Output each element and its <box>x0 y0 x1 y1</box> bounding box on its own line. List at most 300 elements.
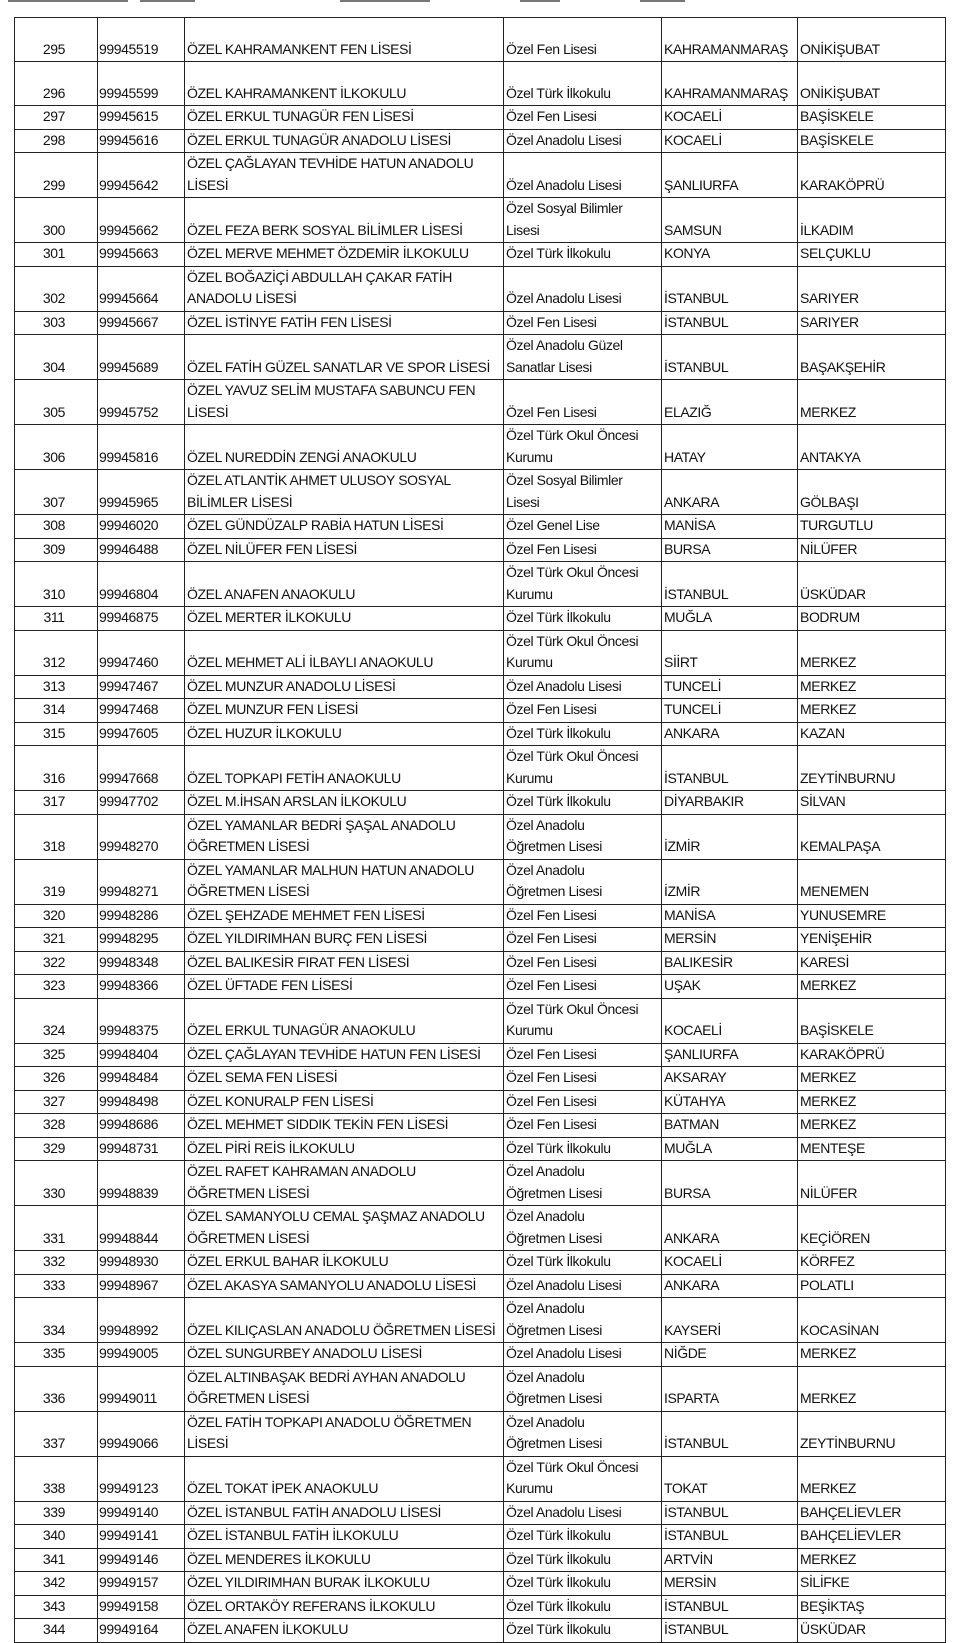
institution-code: 99945752 <box>99 403 159 420</box>
row-number: 332 <box>42 1253 66 1269</box>
row-number-cell <box>15 1137 98 1161</box>
district-cell <box>798 607 946 631</box>
school-name: ÖZEL SEMA FEN LİSESİ <box>187 1069 338 1085</box>
row-number: 310 <box>42 585 66 602</box>
row-number: 299 <box>42 176 66 193</box>
province: DİYARBAKIR <box>664 793 744 809</box>
province-cell <box>662 243 798 267</box>
province: BALIKESİR <box>664 953 733 970</box>
district: TURGUTLU <box>800 517 874 533</box>
school-name: ÖZEL ÇAĞLAYAN TEVHİDE HATUN ANADOLU LİSESİ <box>187 155 474 193</box>
district: BAŞİSKELE <box>800 108 874 124</box>
institution-code-cell <box>98 791 185 815</box>
province: MANİSA <box>664 906 716 923</box>
province-cell <box>662 1525 798 1549</box>
school-name-cell <box>185 538 504 562</box>
school-type: Özel Türk Okul Öncesi Kurumu <box>506 427 639 465</box>
province-cell <box>662 1298 798 1343</box>
province: İSTANBUL <box>664 358 729 375</box>
school-name: ÖZEL ERKUL TUNAGÜR ANAOKULU <box>187 1022 416 1038</box>
province-cell <box>662 425 798 470</box>
school-name: ÖZEL FATİH GÜZEL SANATLAR VE SPOR LİSESİ <box>187 358 490 375</box>
institution-code: 99949141 <box>99 1527 159 1543</box>
institution-code-cell <box>98 951 185 975</box>
row-number-cell <box>15 1298 98 1343</box>
province: KAHRAMANMARAŞ <box>664 40 788 57</box>
school-type: Özel Anadolu Öğretmen Lisesi <box>506 1208 602 1246</box>
row-number-cell <box>15 1619 98 1643</box>
district-cell <box>798 470 946 515</box>
school-type: Özel Fen Lisesi <box>506 313 597 330</box>
province-cell <box>662 62 798 106</box>
table-row <box>15 699 946 723</box>
school-type-cell <box>504 1619 662 1643</box>
row-number-cell <box>15 975 98 999</box>
row-number: 296 <box>42 84 66 101</box>
row-number: 305 <box>42 403 66 420</box>
school-type: Özel Türk İlkokulu <box>506 1550 611 1567</box>
school-name-cell <box>185 243 504 267</box>
province-cell <box>662 1411 798 1456</box>
district-cell <box>798 928 946 952</box>
table-row <box>15 1161 946 1206</box>
school-name: ÖZEL İSTİNYE FATİH FEN LİSESİ <box>187 313 392 330</box>
school-name: ÖZEL KAHRAMANKENT İLKOKULU <box>187 84 407 101</box>
institution-code-cell <box>98 1114 185 1138</box>
table-row <box>15 951 946 975</box>
school-type-cell <box>504 675 662 699</box>
institution-code: 99949123 <box>99 1480 159 1496</box>
institution-code-cell <box>98 1595 185 1619</box>
table-row <box>15 928 946 952</box>
school-name-cell <box>185 998 504 1043</box>
school-name-cell <box>185 1114 504 1138</box>
row-number: 313 <box>42 677 66 694</box>
school-name: ÖZEL YAVUZ SELİM MUSTAFA SABUNCU FEN LİSESİ <box>187 382 476 420</box>
province: MERSİN <box>664 1574 717 1590</box>
district-cell <box>798 1595 946 1619</box>
school-type-cell <box>504 425 662 470</box>
school-name-cell <box>185 699 504 723</box>
district: MERKEZ <box>800 1092 856 1109</box>
school-name: ÖZEL ANAFEN İLKOKULU <box>187 1621 349 1637</box>
row-number-cell <box>15 1366 98 1411</box>
district: ZEYTİNBURNU <box>800 1435 896 1451</box>
table-row <box>15 607 946 631</box>
school-type: Özel Anadolu Öğretmen Lisesi <box>506 1300 602 1338</box>
school-type-cell <box>504 1137 662 1161</box>
school-name-cell <box>185 1411 504 1456</box>
province-cell <box>662 722 798 746</box>
row-number-cell <box>15 1456 98 1501</box>
row-number: 343 <box>42 1597 66 1614</box>
province: BURSA <box>664 1184 711 1201</box>
province: KAYSERİ <box>664 1321 721 1338</box>
school-type-cell <box>504 1501 662 1525</box>
school-type: Özel Anadolu Lisesi <box>506 1276 622 1293</box>
institution-code: 99947467 <box>99 677 159 694</box>
row-number: 300 <box>42 221 66 238</box>
school-name-cell <box>185 1251 504 1275</box>
province: AKSARAY <box>664 1069 727 1085</box>
row-number: 328 <box>42 1116 66 1132</box>
row-number: 324 <box>42 1022 66 1038</box>
institution-code: 99945519 <box>99 40 159 57</box>
district: SİLİFKE <box>800 1574 850 1590</box>
institution-code-cell <box>98 425 185 470</box>
institution-code: 99949157 <box>99 1574 159 1590</box>
school-name: ÖZEL ORTAKÖY REFERANS İLKOKULU <box>187 1597 436 1614</box>
school-name-cell <box>185 1137 504 1161</box>
province-cell <box>662 1366 798 1411</box>
school-name-cell <box>185 1067 504 1091</box>
school-name: ÖZEL SAMANYOLU CEMAL ŞAŞMAZ ANADOLU ÖĞRETMEN LİSESİ <box>187 1208 485 1246</box>
school-type: Özel Sosyal Bilimler Lisesi <box>506 472 623 510</box>
school-type: Özel Anadolu Lisesi <box>506 1345 622 1361</box>
school-type: Özel Türk İlkokulu <box>506 1574 611 1590</box>
school-name: ÖZEL TOKAT İPEK ANAOKULU <box>187 1480 379 1496</box>
school-name: ÖZEL ERKUL TUNAGÜR ANADOLU LİSESİ <box>187 131 452 148</box>
school-name-cell <box>185 470 504 515</box>
school-type-cell <box>504 1548 662 1572</box>
district-cell <box>798 311 946 335</box>
row-number: 302 <box>42 290 66 306</box>
institution-code-cell <box>98 859 185 904</box>
school-type-cell <box>504 1090 662 1114</box>
province-cell <box>662 538 798 562</box>
row-number-cell <box>15 722 98 746</box>
institution-code: 99945965 <box>99 493 159 510</box>
row-number-cell <box>15 1090 98 1114</box>
province-cell <box>662 1114 798 1138</box>
school-name: ÖZEL YILDIRIMHAN BURÇ FEN LİSESİ <box>187 930 428 946</box>
province: ŞANLIURFA <box>664 1045 739 1062</box>
school-type: Özel Fen Lisesi <box>506 701 597 717</box>
province-cell <box>662 335 798 380</box>
district-cell <box>798 266 946 311</box>
school-name: ÖZEL YAMANLAR BEDRİ ŞAŞAL ANADOLU ÖĞRETMEN LİSESİ <box>187 816 456 854</box>
province: MUĞLA <box>664 1139 712 1156</box>
institution-code-cell <box>98 1411 185 1456</box>
institution-code-cell <box>98 129 185 153</box>
school-type: Özel Anadolu Öğretmen Lisesi <box>506 816 602 854</box>
institution-code-cell <box>98 1251 185 1275</box>
school-type: Özel Genel Lise <box>506 517 600 533</box>
school-name-cell <box>185 1619 504 1643</box>
institution-code-cell <box>98 562 185 607</box>
district-cell <box>798 129 946 153</box>
school-name: ÖZEL MERTER İLKOKULU <box>187 609 351 625</box>
school-name: ÖZEL GÜNDÜZALP RABİA HATUN LİSESİ <box>187 517 444 533</box>
province-cell <box>662 791 798 815</box>
institution-code-cell <box>98 1501 185 1525</box>
school-type-cell <box>504 1274 662 1298</box>
school-type: Özel Fen Lisesi <box>506 540 597 557</box>
province: ANKARA <box>664 1229 720 1246</box>
row-number: 307 <box>42 493 66 510</box>
province-cell <box>662 1548 798 1572</box>
institution-code-cell <box>98 814 185 859</box>
row-number-cell <box>15 538 98 562</box>
district-cell <box>798 1114 946 1138</box>
district-cell <box>798 1090 946 1114</box>
province-cell <box>662 630 798 675</box>
table-row <box>15 311 946 335</box>
school-name: ÖZEL MENDERES İLKOKULU <box>187 1550 371 1567</box>
school-name-cell <box>185 1525 504 1549</box>
institution-code: 99948839 <box>99 1184 159 1201</box>
school-name-cell <box>185 951 504 975</box>
school-name: ÖZEL AKASYA SAMANYOLU ANADOLU LİSESİ <box>187 1276 477 1293</box>
school-name-cell <box>185 746 504 791</box>
school-name-cell <box>185 928 504 952</box>
institution-code-cell <box>98 975 185 999</box>
school-name-cell <box>185 153 504 198</box>
institution-code-cell <box>98 470 185 515</box>
row-number: 331 <box>42 1229 66 1246</box>
institution-code-cell <box>98 699 185 723</box>
institution-code-cell <box>98 1548 185 1572</box>
school-name-cell <box>185 1161 504 1206</box>
province: KOCAELİ <box>664 108 722 124</box>
row-number-cell <box>15 928 98 952</box>
province-cell <box>662 1251 798 1275</box>
school-type-cell <box>504 335 662 380</box>
school-name-cell <box>185 62 504 106</box>
province-cell <box>662 975 798 999</box>
institution-code: 99949066 <box>99 1435 159 1451</box>
institution-code-cell <box>98 1525 185 1549</box>
institution-code: 99948271 <box>99 883 159 899</box>
school-type-cell <box>504 470 662 515</box>
district-cell <box>798 1161 946 1206</box>
province: HATAY <box>664 448 706 465</box>
province-cell <box>662 1137 798 1161</box>
institution-code: 99947605 <box>99 724 159 741</box>
row-number-cell <box>15 1043 98 1067</box>
province: İSTANBUL <box>664 1621 729 1637</box>
institution-code: 99948498 <box>99 1092 159 1109</box>
institution-code: 99948270 <box>99 838 159 854</box>
province: İSTANBUL <box>664 1527 729 1543</box>
table-row <box>15 62 946 106</box>
school-name: ÖZEL NİLÜFER FEN LİSESİ <box>187 540 357 557</box>
school-type: Özel Türk Okul Öncesi Kurumu <box>506 1000 639 1038</box>
province: NİĞDE <box>664 1345 707 1361</box>
school-type: Özel Anadolu Güzel Sanatlar Lisesi <box>506 337 623 375</box>
row-number-cell <box>15 998 98 1043</box>
province: TUNCELİ <box>664 677 722 694</box>
district-cell <box>798 951 946 975</box>
row-number: 303 <box>42 313 66 330</box>
district: KEÇİÖREN <box>800 1229 870 1246</box>
province: TOKAT <box>664 1480 708 1496</box>
institution-code-cell <box>98 1619 185 1643</box>
row-number-cell <box>15 630 98 675</box>
table-row <box>15 975 946 999</box>
province: İZMİR <box>664 883 701 899</box>
school-type: Özel Fen Lisesi <box>506 977 597 993</box>
school-name: ÖZEL İSTANBUL FATİH İLKOKULU <box>187 1527 399 1543</box>
province: ANKARA <box>664 1276 720 1293</box>
school-name-cell <box>185 425 504 470</box>
row-number: 297 <box>42 108 66 124</box>
province: KOCAELİ <box>664 1253 722 1269</box>
school-type-cell <box>504 814 662 859</box>
school-type-cell <box>504 562 662 607</box>
table-row <box>15 18 946 62</box>
institution-code: 99947468 <box>99 701 159 717</box>
district: MERKEZ <box>800 654 856 670</box>
row-number: 341 <box>42 1550 66 1567</box>
table-row <box>15 1251 946 1275</box>
school-type: Özel Türk Okul Öncesi Kurumu <box>506 564 639 602</box>
district: SARIYER <box>800 290 859 306</box>
school-type: Özel Türk İlkokulu <box>506 724 611 741</box>
institution-code-cell <box>98 904 185 928</box>
province-cell <box>662 1161 798 1206</box>
table-row <box>15 106 946 130</box>
province-cell <box>662 1067 798 1091</box>
school-type: Özel Fen Lisesi <box>506 1116 597 1132</box>
row-number: 323 <box>42 977 66 993</box>
province-cell <box>662 607 798 631</box>
district: ÜSKÜDAR <box>800 1621 866 1637</box>
province-cell <box>662 859 798 904</box>
institution-code-cell <box>98 335 185 380</box>
school-name-cell <box>185 1501 504 1525</box>
row-number-cell <box>15 791 98 815</box>
institution-code: 99949164 <box>99 1621 159 1637</box>
school-type-cell <box>504 951 662 975</box>
district-cell <box>798 380 946 425</box>
school-type-cell <box>504 998 662 1043</box>
province: KÜTAHYA <box>664 1092 726 1109</box>
school-type-cell <box>504 380 662 425</box>
row-number: 308 <box>42 517 66 533</box>
institution-code-cell <box>98 1161 185 1206</box>
row-number: 304 <box>42 358 66 375</box>
institution-code: 99946020 <box>99 517 159 533</box>
school-type-cell <box>504 791 662 815</box>
row-number-cell <box>15 243 98 267</box>
row-number-cell <box>15 425 98 470</box>
row-number: 340 <box>42 1527 66 1543</box>
school-name: ÖZEL YILDIRIMHAN BURAK İLKOKULU <box>187 1574 430 1590</box>
school-name-cell <box>185 1274 504 1298</box>
district-cell <box>798 1501 946 1525</box>
district-cell <box>798 1206 946 1251</box>
province: KOCAELİ <box>664 131 722 148</box>
district: MERKEZ <box>800 1550 856 1567</box>
district: ONİKİŞUBAT <box>800 84 880 101</box>
province: KAHRAMANMARAŞ <box>664 84 788 101</box>
school-type: Özel Türk İlkokulu <box>506 1253 611 1269</box>
school-type-cell <box>504 62 662 106</box>
district: KÖRFEZ <box>800 1253 855 1269</box>
school-type: Özel Fen Lisesi <box>506 1069 597 1085</box>
school-type: Özel Anadolu Lisesi <box>506 131 622 148</box>
district-cell <box>798 975 946 999</box>
province-cell <box>662 904 798 928</box>
district-cell <box>798 1525 946 1549</box>
row-number: 311 <box>43 609 65 625</box>
school-name: ÖZEL ÜFTADE FEN LİSESİ <box>187 977 353 993</box>
table-row <box>15 1206 946 1251</box>
province: BATMAN <box>664 1116 719 1132</box>
row-number-cell <box>15 470 98 515</box>
school-name-cell <box>185 1090 504 1114</box>
district: MERKEZ <box>800 1390 856 1406</box>
school-name-cell <box>185 904 504 928</box>
row-number-cell <box>15 814 98 859</box>
institution-code: 99948686 <box>99 1116 159 1132</box>
district: MERKEZ <box>800 403 856 420</box>
institution-code: 99948484 <box>99 1069 159 1085</box>
province: İSTANBUL <box>664 313 729 330</box>
school-type-cell <box>504 928 662 952</box>
institution-code: 99948295 <box>99 930 159 946</box>
table-row <box>15 1501 946 1525</box>
row-number-cell <box>15 1343 98 1367</box>
row-number-cell <box>15 1114 98 1138</box>
school-name-cell <box>185 630 504 675</box>
institution-code-cell <box>98 538 185 562</box>
row-number-cell <box>15 106 98 130</box>
province-cell <box>662 951 798 975</box>
table-row <box>15 198 946 243</box>
province: ANKARA <box>664 724 720 741</box>
row-number: 316 <box>42 769 66 786</box>
school-name-cell <box>185 266 504 311</box>
school-name-cell <box>185 1595 504 1619</box>
institution-code-cell <box>98 380 185 425</box>
school-name: ÖZEL ŞEHZADE MEHMET FEN LİSESİ <box>187 906 425 923</box>
row-number: 330 <box>42 1184 66 1201</box>
province-cell <box>662 1043 798 1067</box>
institution-code: 99947702 <box>99 793 159 809</box>
table-row <box>15 515 946 539</box>
province: KOCAELİ <box>664 1022 722 1038</box>
institution-code-cell <box>98 1206 185 1251</box>
school-name: ÖZEL HUZUR İLKOKULU <box>187 724 342 741</box>
school-name: ÖZEL MERVE MEHMET ÖZDEMİR İLKOKULU <box>187 245 469 261</box>
province: KONYA <box>664 245 710 261</box>
school-type-cell <box>504 1161 662 1206</box>
school-name-cell <box>185 1456 504 1501</box>
school-name-cell <box>185 814 504 859</box>
table-row <box>15 1619 946 1643</box>
district-cell <box>798 198 946 243</box>
school-name: ÖZEL FATİH TOPKAPI ANADOLU ÖĞRETMEN LİSESİ <box>187 1413 472 1451</box>
table-row <box>15 722 946 746</box>
row-number: 327 <box>42 1092 66 1109</box>
row-number-cell <box>15 311 98 335</box>
row-number: 344 <box>42 1621 66 1637</box>
row-number-cell <box>15 1206 98 1251</box>
institution-code-cell <box>98 1298 185 1343</box>
row-number: 329 <box>42 1139 66 1156</box>
school-name-cell <box>185 311 504 335</box>
school-type: Özel Fen Lisesi <box>506 1092 597 1109</box>
institution-code-cell <box>98 153 185 198</box>
row-number: 325 <box>42 1045 66 1062</box>
district: MENEMEN <box>800 883 869 899</box>
institution-code-cell <box>98 1456 185 1501</box>
district-cell <box>798 1043 946 1067</box>
row-number-cell <box>15 1572 98 1596</box>
row-number: 318 <box>42 838 66 854</box>
